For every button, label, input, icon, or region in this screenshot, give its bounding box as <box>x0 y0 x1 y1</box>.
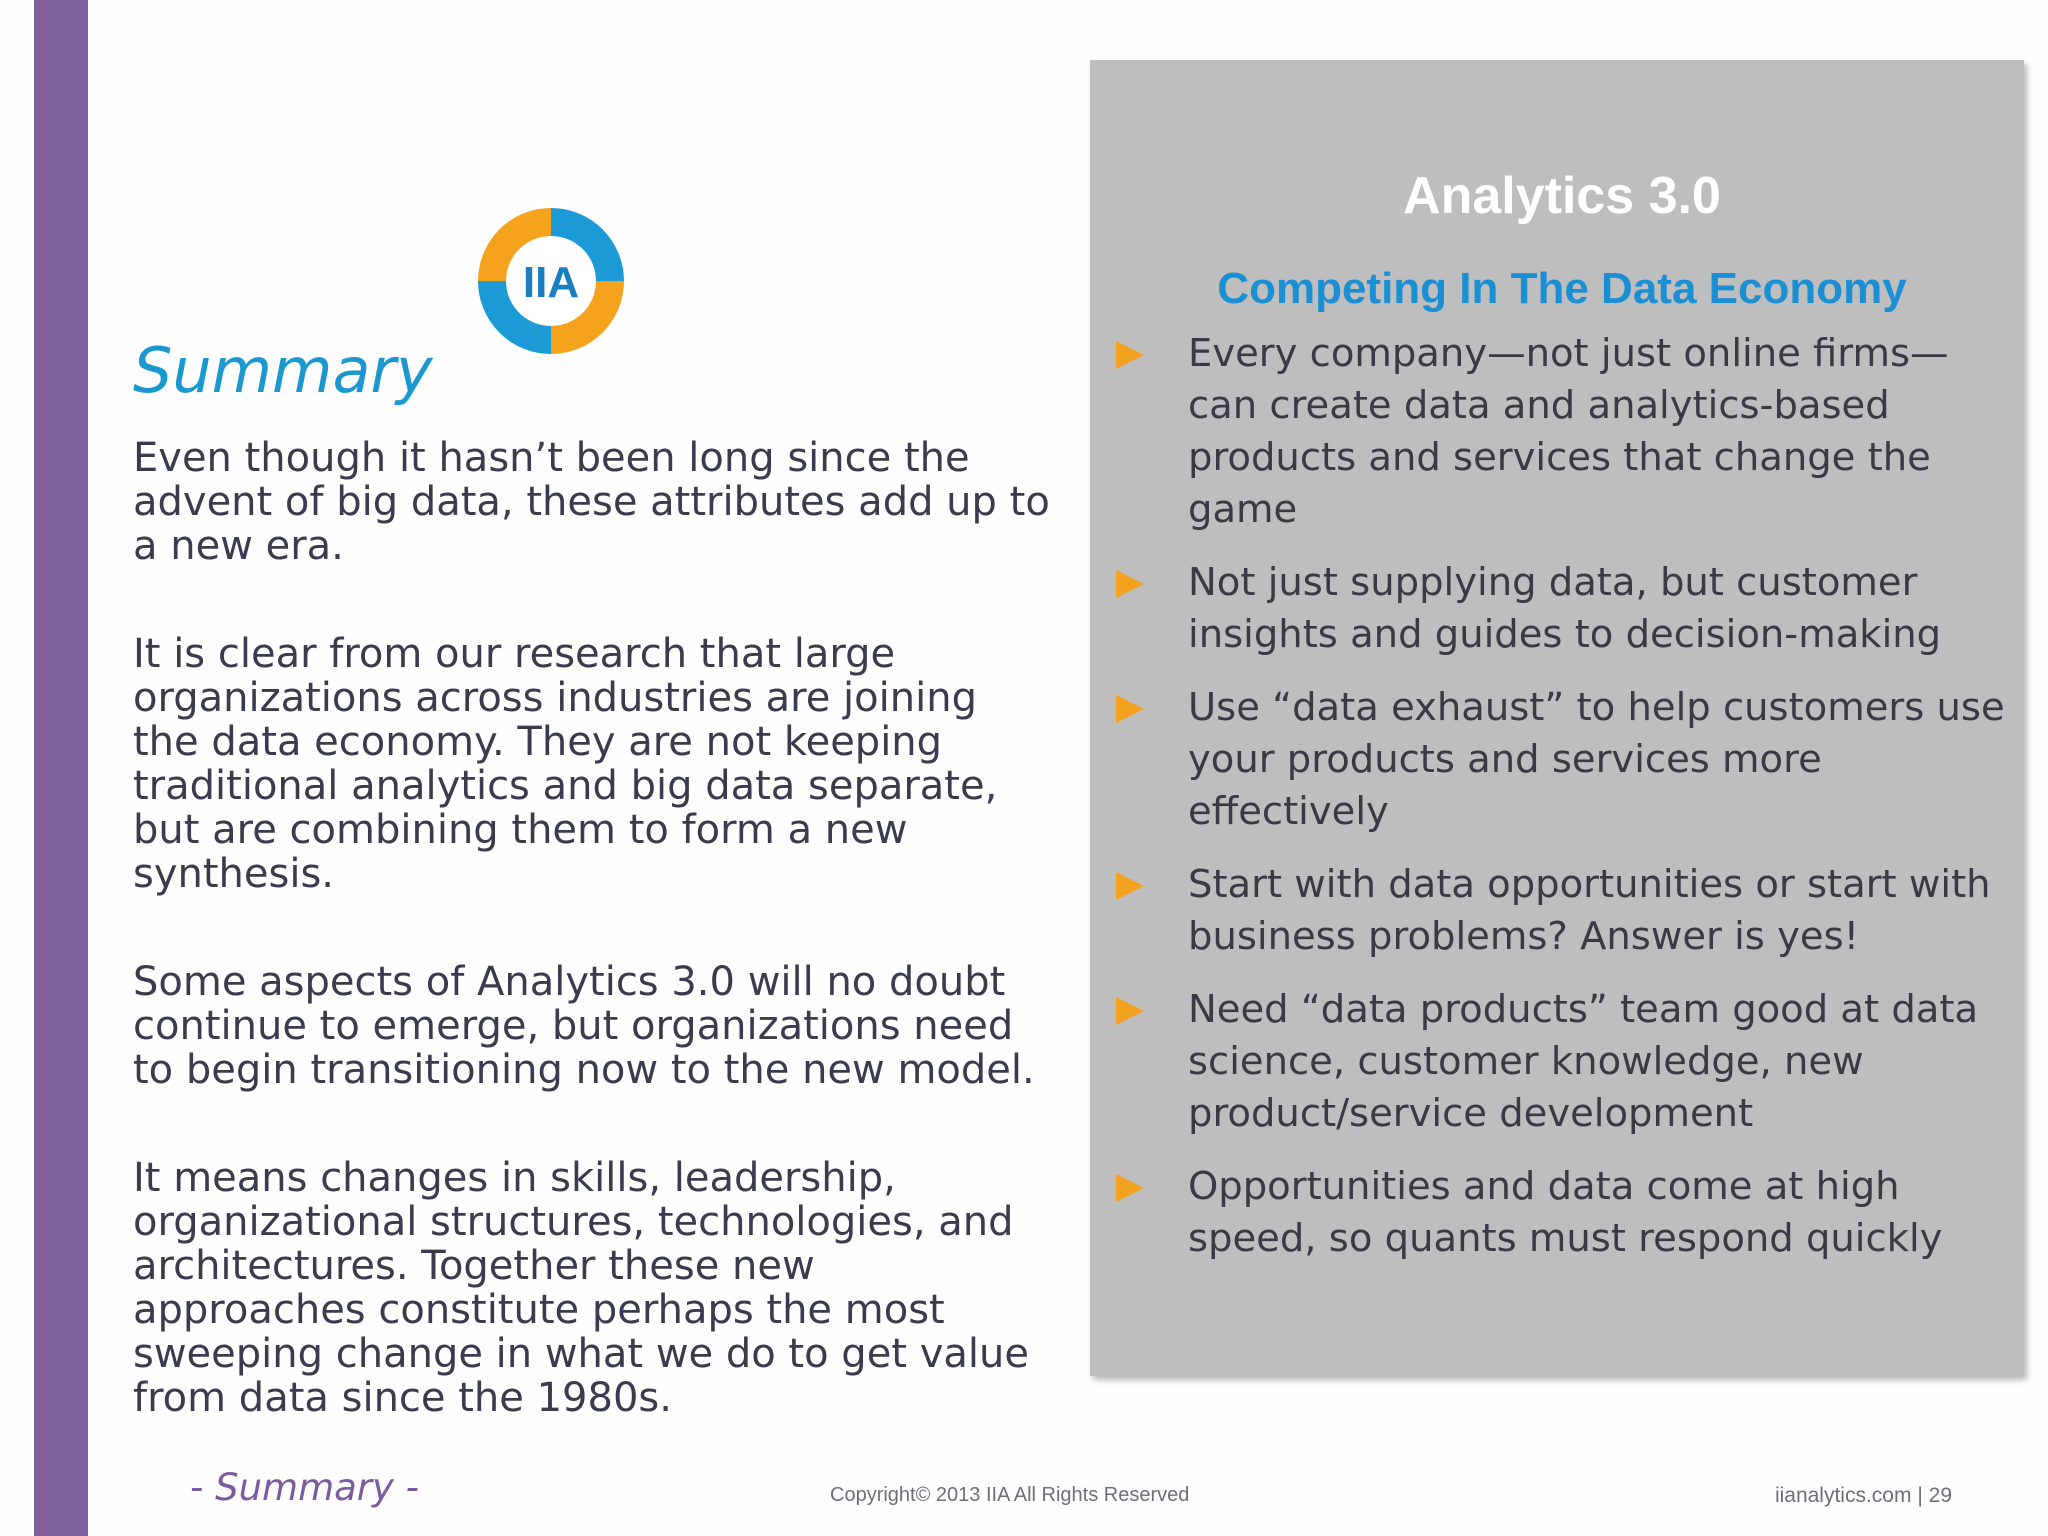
summary-title: Summary <box>133 334 433 407</box>
orange-arrow-icon <box>1116 872 1144 900</box>
bullet-item <box>1116 859 2006 963</box>
footer-separator: | <box>1917 1484 1923 1507</box>
bullet-item <box>1116 557 2006 661</box>
bullet-text: Use “data exhaust” to help customers use your products and services more effectively <box>1188 685 2005 834</box>
orange-arrow-icon <box>1116 695 1144 723</box>
orange-arrow-icon <box>1116 1174 1144 1202</box>
summary-paragraph-3: Some aspects of Analytics 3.0 will no doubt continue to emerge, but organizations need to begin transitioning now to the new model. <box>133 959 1035 1093</box>
bullet-text: Opportunities and data come at high speed, so quants must respond quickly <box>1188 1164 1943 1261</box>
orange-arrow-icon <box>1116 570 1144 598</box>
bullet-item <box>1116 328 2006 536</box>
bullet-item <box>1116 1161 2006 1265</box>
bullet-text: Start with data opportunities or start with business problems? Answer is yes! <box>1188 862 1991 959</box>
page-number: 29 <box>1928 1484 1952 1507</box>
logo-text: IIA <box>522 258 580 307</box>
footer-section-label: - Summary - <box>190 1466 420 1509</box>
orange-arrow-icon <box>1116 341 1144 369</box>
panel-title: Analytics 3.0 <box>1403 167 1721 225</box>
bullet-text: Not just supplying data, but customer insights and guides to decision-making <box>1188 560 1942 657</box>
summary-paragraph-1: Even though it hasn’t been long since the advent of big data, these attributes add up to a new era. <box>133 435 1050 569</box>
footer-site: iianalytics.com <box>1774 1484 1912 1507</box>
analytics-panel <box>1090 60 2024 1376</box>
footer-copyright: Copyright© 2013 IIA All Rights Reserved <box>830 1484 1190 1506</box>
iia-logo <box>466 196 636 366</box>
panel-bullet-list <box>1116 328 2006 1286</box>
bullet-item <box>1116 984 2006 1140</box>
summary-body <box>133 436 1053 1484</box>
left-accent-bar <box>34 0 88 1536</box>
bullet-text: Need “data products” team good at data science, customer knowledge, new product/service development <box>1188 987 1979 1136</box>
orange-arrow-icon <box>1116 997 1144 1025</box>
footer-site-page <box>1775 1484 1952 1508</box>
bullet-text: Every company—not just online firms—can create data and analytics-based products and services that change the game <box>1188 331 1949 532</box>
summary-paragraph-2: It is clear from our research that large organizations across industries are joining the data economy. They are not keeping traditional analytics and big data separate, but are combining them to form a new synthesis. <box>133 631 998 897</box>
bullet-item <box>1116 682 2006 838</box>
panel-subtitle: Competing In The Data Economy <box>1217 264 1907 313</box>
summary-paragraph-4: It means changes in skills, leadership, organizational structures, technologies, and architectures. Together these new approaches constitute perhaps the most sweeping change in what we do to get value from data since the 1980s. <box>133 1155 1029 1421</box>
